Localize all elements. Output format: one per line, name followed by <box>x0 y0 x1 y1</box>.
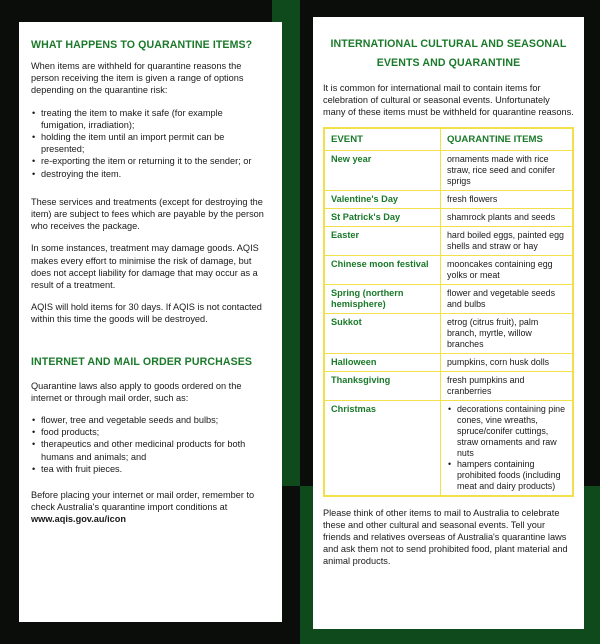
table-header-row <box>324 128 573 151</box>
list-item: • therapeutics and other medicinal products for both humans and animals; and <box>31 438 270 462</box>
fees-paragraph: These services and treatments (except for destroying the item) are subject to fees which are payable by the person who receives the package. <box>31 196 264 232</box>
items-cell: hard boiled eggs, painted egg shells and straw or hay <box>441 226 574 255</box>
table-row <box>324 400 573 496</box>
aqis-url-link[interactable]: www.aqis.gov.au/icon <box>31 514 126 525</box>
items-cell <box>441 400 574 496</box>
list-item: • food products; <box>31 426 270 438</box>
internet-purchases-heading: INTERNET AND MAIL ORDER PURCHASES <box>31 355 253 368</box>
table-row <box>324 208 573 226</box>
quarantine-items-intro: When items are withheld for quarantine reasons the person receiving the item is given a range of options depending on the quarantine risk: <box>31 61 244 96</box>
table-row <box>324 371 573 400</box>
list-item: • treating the item to make it safe (for example fumigation, irradiation); <box>31 107 270 131</box>
christmas-items-list <box>447 404 567 492</box>
right-panel <box>313 17 584 629</box>
list-item: • hampers containing prohibited foods (including meat and dairy products) <box>447 459 567 492</box>
items-cell: fresh flowers <box>441 190 574 208</box>
items-cell: flower and vegetable seeds and bulbs <box>441 284 574 313</box>
event-column-header: EVENT <box>324 128 441 151</box>
table-row <box>324 284 573 313</box>
event-cell: Sukkot <box>324 313 441 353</box>
table-row <box>324 190 573 208</box>
hold-paragraph: AQIS will hold items for 30 days. If AQIS is not contacted within this time the goods will be destroyed. <box>31 302 262 325</box>
import-conditions-text: Before placing your internet or mail order, remember to check Australia's quarantine import conditions at <box>31 490 255 513</box>
event-cell: Halloween <box>324 353 441 371</box>
import-conditions-paragraph <box>31 489 270 526</box>
left-panel <box>19 22 282 622</box>
heading-line-2: EVENTS AND QUARANTINE <box>376 57 521 69</box>
list-item: • flower, tree and vegetable seeds and bulbs; <box>31 414 270 426</box>
event-cell: St Patrick's Day <box>324 208 441 226</box>
events-table <box>323 127 574 497</box>
cultural-events-intro: It is common for international mail to contain items for celebration of cultural or seasonal events. Unfortunately many of these items must be withheld for quarantine reasons. <box>323 83 574 118</box>
items-cell: pumpkins, corn husk dolls <box>441 353 574 371</box>
damage-paragraph: In some instances, treatment may damage goods. AQIS makes every effort to minimise the risk of damage, but does not accept liability for damage that may occur as a result of a treatment. <box>31 243 259 291</box>
event-cell: Christmas <box>324 400 441 496</box>
event-cell: Thanksgiving <box>324 371 441 400</box>
internet-purchases-intro: Quarantine laws also apply to goods ordered on the internet or through mail order, such as: <box>31 380 242 403</box>
cultural-events-outro: Please think of other items to mail to Australia to celebrate these and other cultural and seasonal events. Tell your friends and relatives overseas of Australia's quarantine laws and ask them not to send prohibited food, plant material and animal products. <box>323 507 568 567</box>
table-row <box>324 255 573 284</box>
event-cell: Spring (northern hemisphere) <box>324 284 441 313</box>
table-row <box>324 353 573 371</box>
event-cell: Chinese moon festival <box>324 255 441 284</box>
items-cell: shamrock plants and seeds <box>441 208 574 226</box>
list-item: • decorations containing pine cones, vine wreaths, spruce/conifer cuttings, straw ornaments and raw nuts <box>447 404 567 459</box>
cultural-events-heading <box>323 35 574 73</box>
quarantine-items-heading: WHAT HAPPENS TO QUARANTINE ITEMS? <box>31 39 253 51</box>
event-cell: New year <box>324 150 441 190</box>
items-column-header: QUARANTINE ITEMS <box>441 128 574 151</box>
table-row <box>324 313 573 353</box>
internet-goods-list <box>31 414 270 475</box>
event-cell: Valentine's Day <box>324 190 441 208</box>
items-cell: mooncakes containing egg yolks or meat <box>441 255 574 284</box>
list-item: • tea with fruit pieces. <box>31 463 270 475</box>
heading-line-1: INTERNATIONAL CULTURAL AND SEASONAL <box>330 38 567 50</box>
list-item: • re-exporting the item or returning it to the sender; or <box>31 155 270 167</box>
list-item: • holding the item until an import permit can be presented; <box>31 131 270 155</box>
table-row <box>324 150 573 190</box>
table-row <box>324 226 573 255</box>
list-item: • destroying the item. <box>31 168 270 180</box>
quarantine-options-list <box>31 107 270 180</box>
items-cell: fresh pumpkins and cranberries <box>441 371 574 400</box>
event-cell: Easter <box>324 226 441 255</box>
items-cell: ornaments made with rice straw, rice seed and conifer sprigs <box>441 150 574 190</box>
items-cell: etrog (citrus fruit), palm branch, myrtle, willow branches <box>441 313 574 353</box>
